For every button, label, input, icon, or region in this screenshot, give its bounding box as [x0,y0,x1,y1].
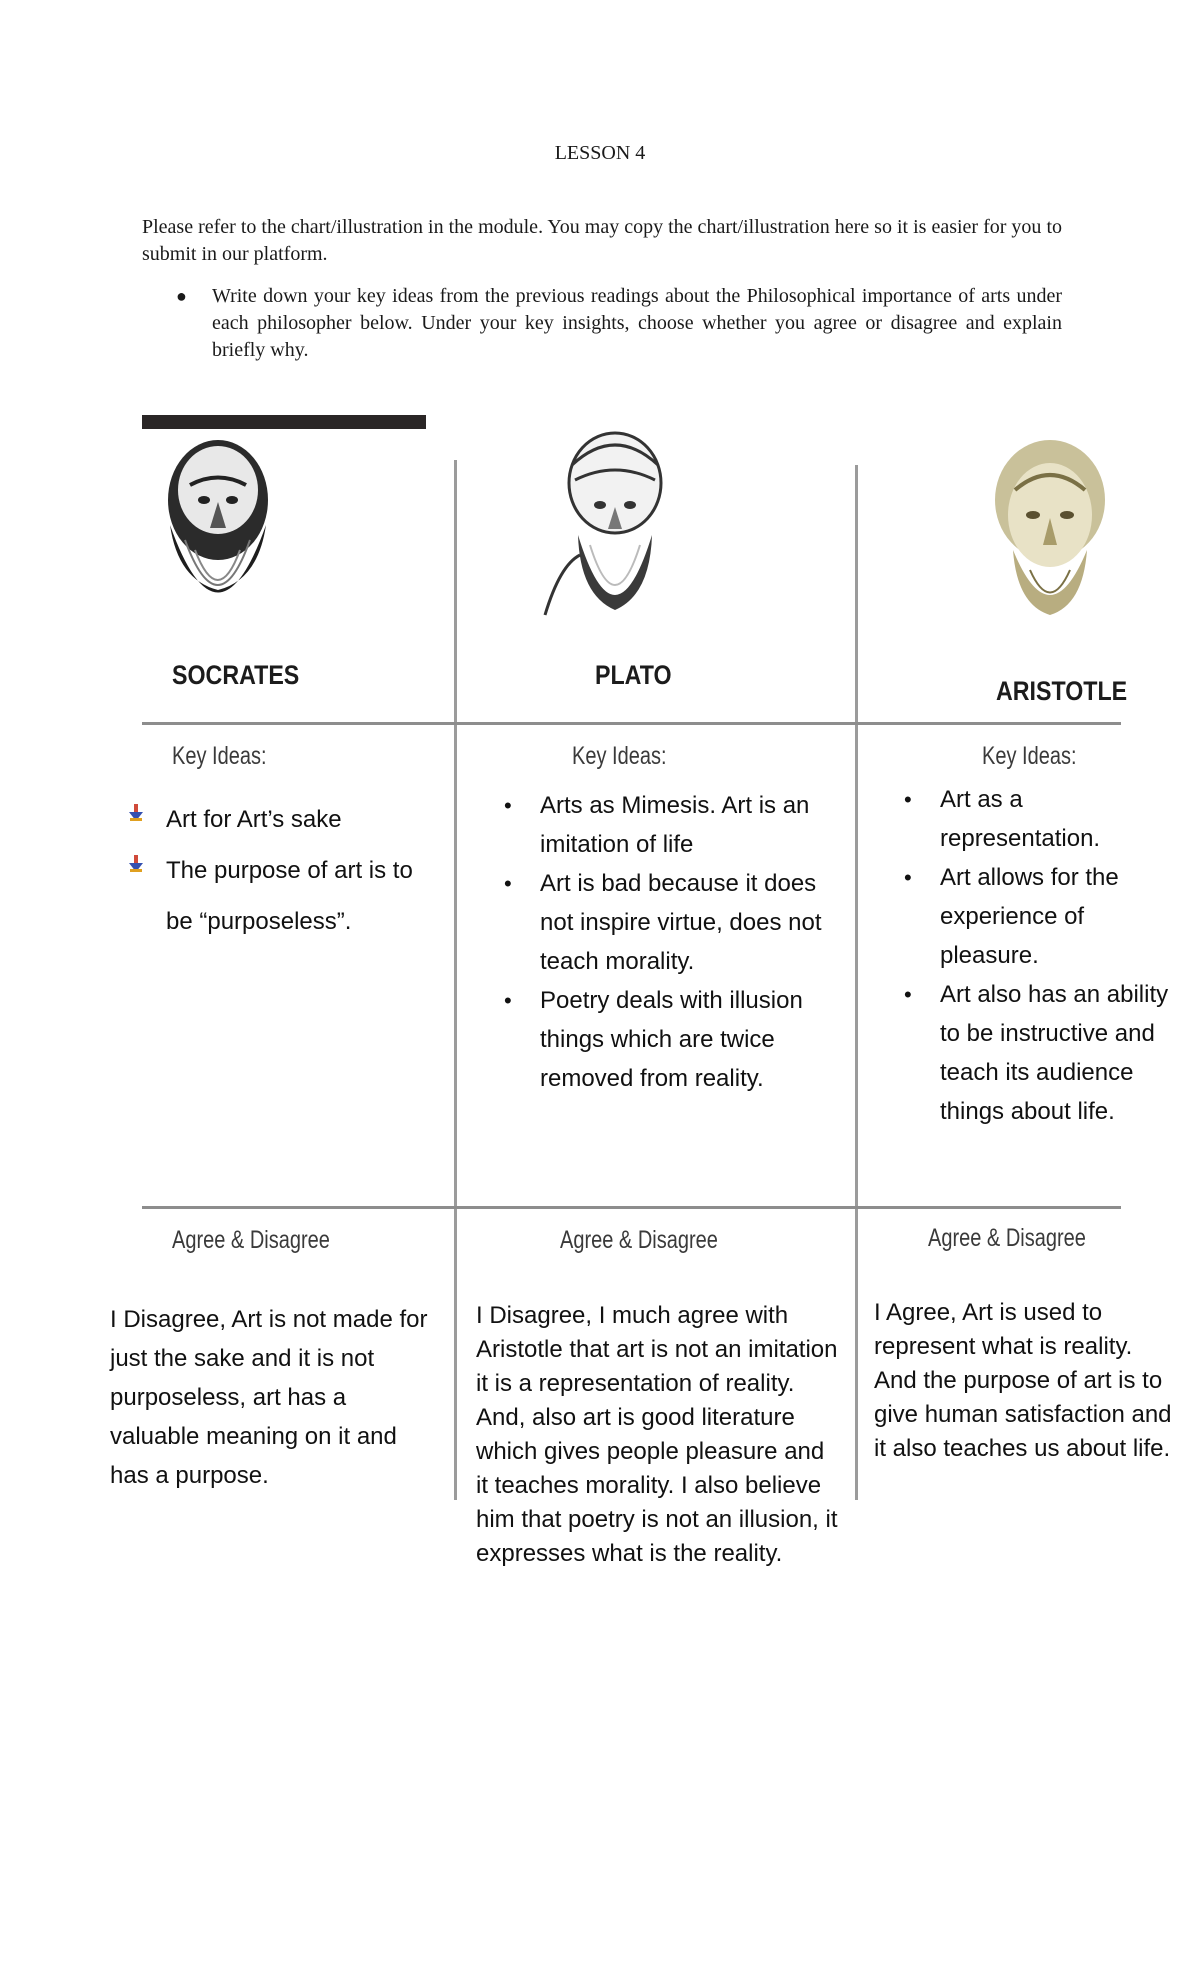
agree-disagree-label: Agree & Disagree [560,1226,718,1254]
list-item [902,975,1188,1131]
chart-divider-1 [454,460,457,1500]
bullet-icon: • [904,982,912,1007]
key-idea-text: The purpose of art is to be “purposeless”. [166,857,413,935]
socrates-portrait-icon [140,430,290,650]
lesson-title: LESSON 4 [554,142,646,164]
key-idea-text: Arts as Mimesis. Art is an imitation of life [540,792,810,858]
plato-portrait-icon [540,425,690,650]
key-idea-text: Poetry deals with illusion things which are twice removed from reality. [540,987,803,1092]
bullet-icon: • [504,793,512,818]
arrow-down-icon [128,804,144,822]
philosopher-name-plato: PLATO [595,660,672,690]
key-idea-text: Art as a representation. [940,786,1101,852]
instruction-text: Write down your key ideas from the previous readings about the Philosophical importance of arts under each philosopher below. Under your key insights, choose whether you agree or disagree and explain briefly why. [212,285,1062,361]
list-item [502,864,842,981]
arrow-down-icon [128,855,144,873]
aristotle-key-ideas [902,780,1188,1131]
bullet-icon: • [504,988,512,1013]
chart-divider-2 [855,465,858,1500]
bullet-icon: ● [176,286,187,306]
list-item [902,780,1188,858]
key-idea-text: Art also has an ability to be instructive and teach its audience things about life. [940,981,1169,1125]
instruction-item [142,283,1062,364]
bullet-icon: • [504,871,512,896]
key-idea-text: Art allows for the experience of pleasure. [940,864,1119,969]
agree-disagree-label: Agree & Disagree [172,1226,330,1254]
list-item [502,786,842,864]
chart-row-divider-2 [142,1206,1121,1209]
intro-paragraph: Please refer to the chart/illustration in the module. You may copy the chart/illustration here so it is easier for you to submit in our platform. [142,216,1062,265]
chart-row-divider-1 [142,722,1121,725]
key-idea-text: Art is bad because it does not inspire virtue, does not teach morality. [540,870,822,975]
key-idea-text: Art for Art’s sake [166,806,342,833]
plato-answer: I Disagree, I much agree with Aristotle that art is not an imitation it is a representation of reality. And, also art is good literature which gives people pleasure and it teaches morality. I also believe him that poetry is not an illusion, it expresses what is the reality. [476,1302,838,1567]
socrates-key-ideas [128,794,428,947]
key-ideas-label: Key Ideas: [982,742,1077,770]
key-ideas-label: Key Ideas: [172,742,267,770]
bullet-icon: • [904,787,912,812]
agree-disagree-label: Agree & Disagree [928,1224,1086,1252]
philosopher-name-socrates: SOCRATES [172,660,300,690]
chart-top-bar [142,415,426,429]
bullet-icon: • [904,865,912,890]
list-item [502,981,842,1098]
list-item [128,794,428,845]
key-ideas-label: Key Ideas: [572,742,667,770]
aristotle-portrait-icon [975,430,1125,660]
aristotle-answer: I Agree, Art is used to represent what is reality. And the purpose of art is to give human satisfaction and it also teaches us about life. [874,1299,1172,1462]
socrates-answer: I Disagree, Art is not made for just the sake and it is not purposeless, art has a valuable meaning on it and has a purpose. [110,1306,428,1489]
plato-key-ideas [502,786,842,1098]
list-item [902,858,1188,975]
philosopher-name-aristotle: ARISTOTLE [996,676,1128,706]
list-item [128,845,428,947]
